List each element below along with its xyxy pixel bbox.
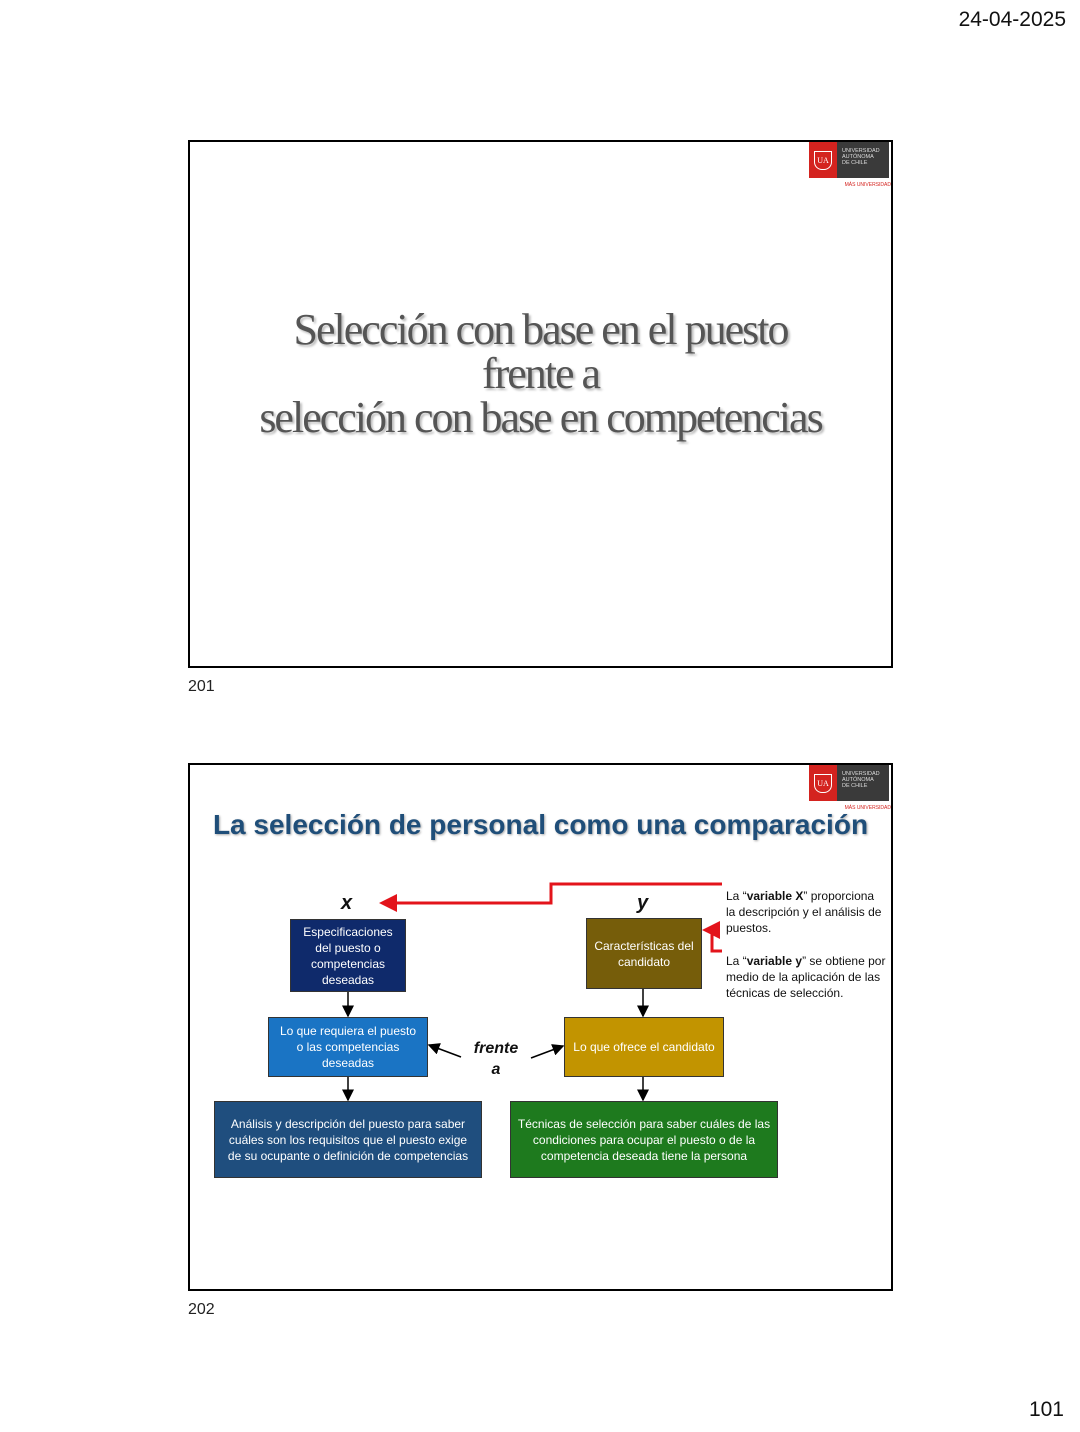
variable-x-arrow: [382, 884, 722, 903]
page-number: 101: [1028, 1398, 1064, 1421]
slide-number: 201: [188, 678, 215, 695]
candidate-characteristics-box: Características del candidato: [586, 918, 702, 989]
variable-y-arrow: [705, 930, 722, 951]
variable-x-label: x: [341, 892, 353, 914]
slide-number: 202: [188, 1301, 215, 1318]
job-requirements-box: Lo que requiera el puesto o las competencias deseadas: [268, 1017, 428, 1077]
print-date: 24-04-2025: [958, 8, 1066, 31]
variable-y-label: y: [637, 892, 649, 914]
candidate-offer-box: Lo que ofrece el candidato: [564, 1017, 724, 1077]
job-specifications-box: Especificaciones del puesto o competencias deseadas: [290, 919, 406, 992]
university-logo: UA UNIVERSIDAD AUTÓNOMA DE CHILE MÁS UNIVERSIDAD: [809, 765, 891, 813]
slide-title: Selección con base en el puesto frente a selección con base en competencias: [259, 305, 822, 442]
selection-techniques-box: Técnicas de selección para saber cuáles de las condiciones para ocupar el puesto o de la competencia deseada tiene la persona: [510, 1101, 778, 1178]
variable-y-note: La “variable y” se obtiene por medio de la aplicación de las técnicas de selección.: [726, 954, 886, 1000]
variable-x-note: La “variable X” proporciona la descripción y el análisis de puestos.: [726, 889, 882, 935]
job-analysis-box: Análisis y descripción del puesto para saber cuáles son los requisitos que el puesto exige de su ocupante o definición de competencias: [214, 1101, 482, 1178]
university-logo: UA UNIVERSIDAD AUTÓNOMA DE CHILE MÁS UNIVERSIDAD: [809, 142, 891, 190]
versus-label: frente a: [473, 1040, 519, 1078]
slide-title: La selección de personal como una comparación: [212, 809, 869, 840]
